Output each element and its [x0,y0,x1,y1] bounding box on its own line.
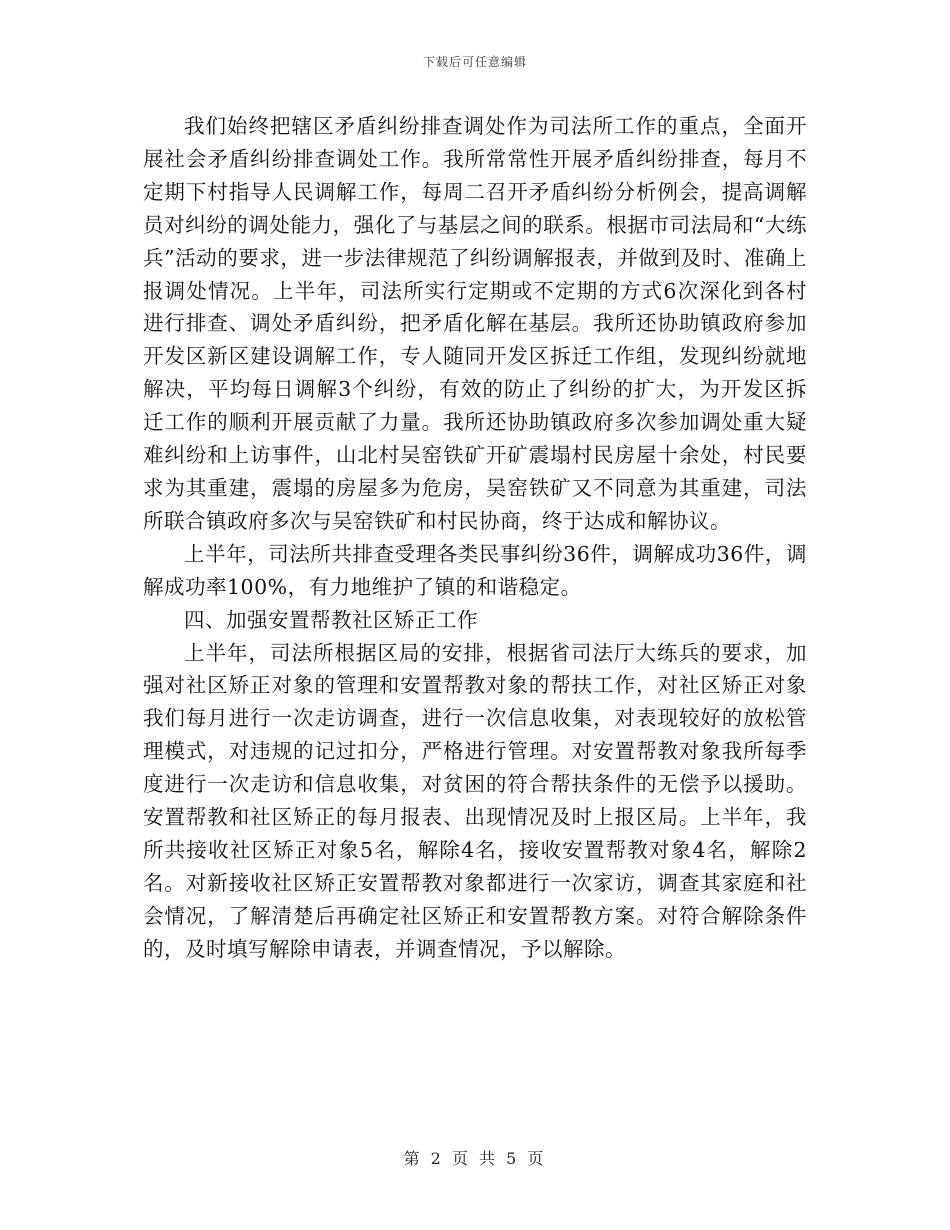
paragraph-half-year-stats: 上半年，司法所共排查受理各类民事纠纷36件，调解成功36件，调解成功率100%，有力地维护了镇的和谐稳定。 [143,541,807,599]
page-number: 第 2 页 共 5 页 [403,1149,547,1168]
section-heading-community-correction: 四、加强安置帮教社区矫正工作 [184,607,478,632]
page-header: 下载后可任意编辑 [422,55,527,69]
document-body [143,110,807,966]
paragraph-dispute-mediation: 我们始终把辖区矛盾纠纷排查调处作为司法所工作的重点，全面开展社会矛盾纠纷排查调处工作。我所常常性开展矛盾纠纷排查，每月不定期下村指导人民调解工作，每周二召开矛盾纠纷分析例会，提高调解员对纠纷的调处能力，强化了与基层之间的联系。根据市司法局和“大练兵”活动的要求，进一步法律规范了纠纷调解报表，并做到及时、准确上报调处情况。上半年，司法所实行定期或不定期的方式6次深化到各村进行排查、调处矛盾纠纷，把矛盾化解在基层。我所还协助镇政府参加开发区新区建设调解工作，专人随同开发区拆迁工作组，发现纠纷就地解决，平均每日调解3个纠纷，有效的防止了纠纷的扩大，为开发区拆迁工作的顺利开展贡献了力量。我所还协助镇政府多次参加调处重大疑难纠纷和上访事件，山北村吴窑铁矿开矿震塌村民房屋十余处，村民要求为其重建，震塌的房屋多为危房，吴窑铁矿又不同意为其重建，司法所联合镇政府多次与吴窑铁矿和村民协商，终于达成和解协议。 [143,114,807,533]
paragraph-community-correction: 上半年，司法所根据区局的安排，根据省司法厅大练兵的要求，加强对社区矫正对象的管理和安置帮教对象的帮扶工作，对社区矫正对象我们每月进行一次走访调查，进行一次信息收集，对表现较好的放松管理模式，对违规的记过扣分，严格进行管理。对安置帮教对象我所每季度进行一次走访和信息收集，对贫困的符合帮扶条件的无偿予以援助。安置帮教和社区矫正的每月报表、出现情况及时上报区局。上半年，我所共接收社区矫正对象5名，解除4名，接收安置帮教对象4名，解除2名。对新接收社区矫正安置帮教对象都进行一次家访，调查其家庭和社会情况，了解清楚后再确定社区矫正和安置帮教方案。对符合解除条件的，及时填写解除申请表，并调查情况，予以解除。 [143,640,807,961]
